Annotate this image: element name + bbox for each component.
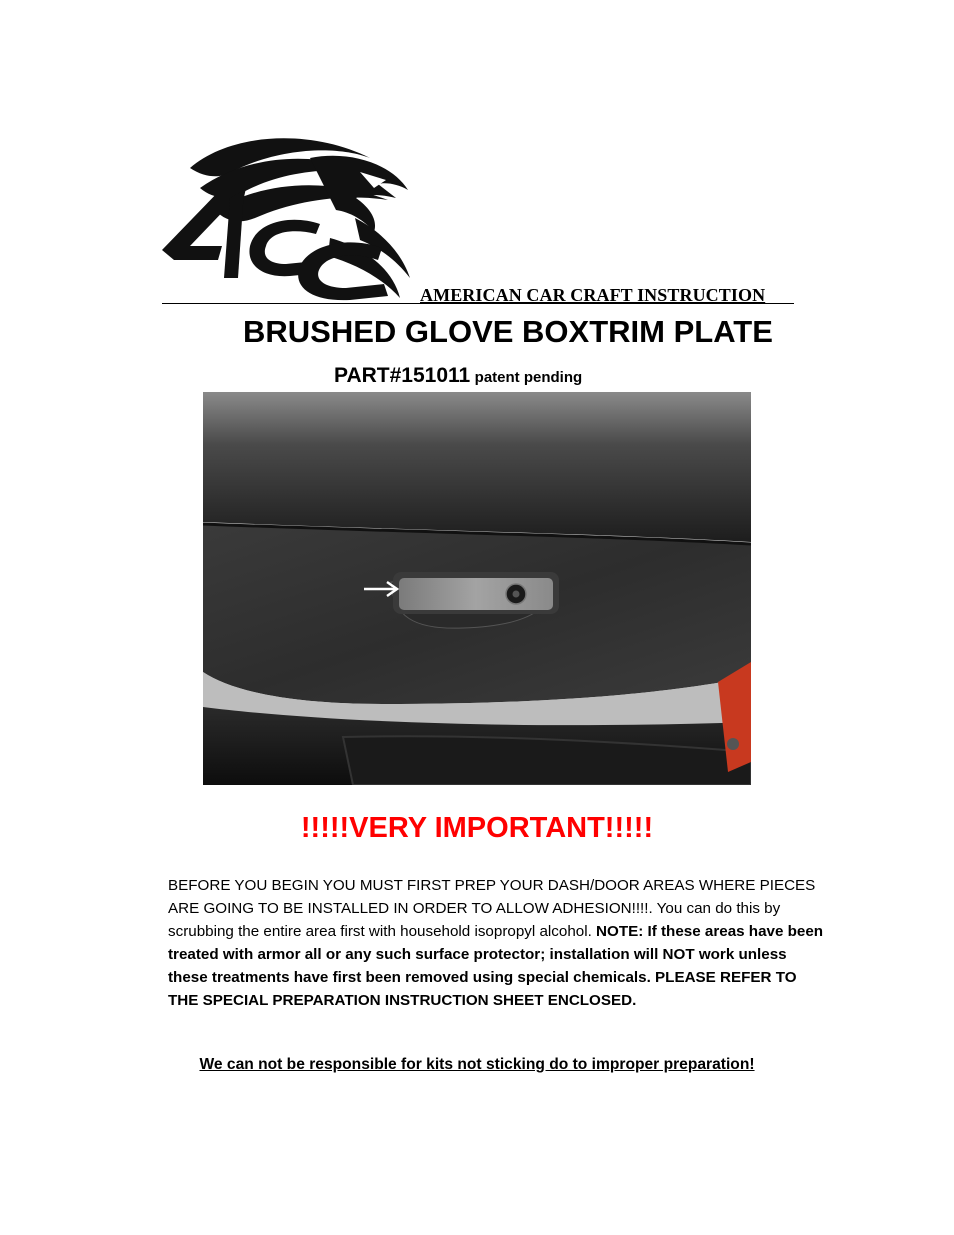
prep-note: NOTE: If these areas have been treated with armor all or any such surface protector; installation will NOT work unless these treatments have first been removed using special chemicals. PLEASE REFER TO THE SPECIAL PREPARATION INSTRUCTION SHEET ENCLOSED. — [168, 923, 824, 1009]
prep-intro-uppercase: BEFORE YOU BEGIN YOU MUST FIRST PREP YOUR DASH/DOOR AREAS WHERE PIECES ARE GOING TO BE INSTALLED IN ORDER TO ALLOW ADHESION!!!!. — [168, 877, 816, 917]
patent-note: patent pending — [474, 369, 583, 386]
preparation-instructions — [168, 874, 828, 1012]
company-instruction-heading: AMERICAN CAR CRAFT INSTRUCTION — [420, 285, 766, 305]
right-arrow-icon — [363, 578, 399, 600]
product-title: BRUSHED GLOVE BOXTRIM PLATE — [243, 314, 773, 349]
part-number: PART#151011 — [334, 364, 471, 387]
acc-eagle-logo — [160, 128, 422, 304]
part-number-line — [334, 364, 582, 388]
prep-intro-text: You can do this by scrubbing the entire area first with household isopropyl alcohol. — [168, 900, 781, 940]
important-heading: !!!!!VERY IMPORTANT!!!!! — [300, 812, 654, 844]
glove-box-photo — [203, 392, 751, 785]
disclaimer: We can not be responsible for kits not sticking do to improper preparation! — [199, 1056, 755, 1073]
